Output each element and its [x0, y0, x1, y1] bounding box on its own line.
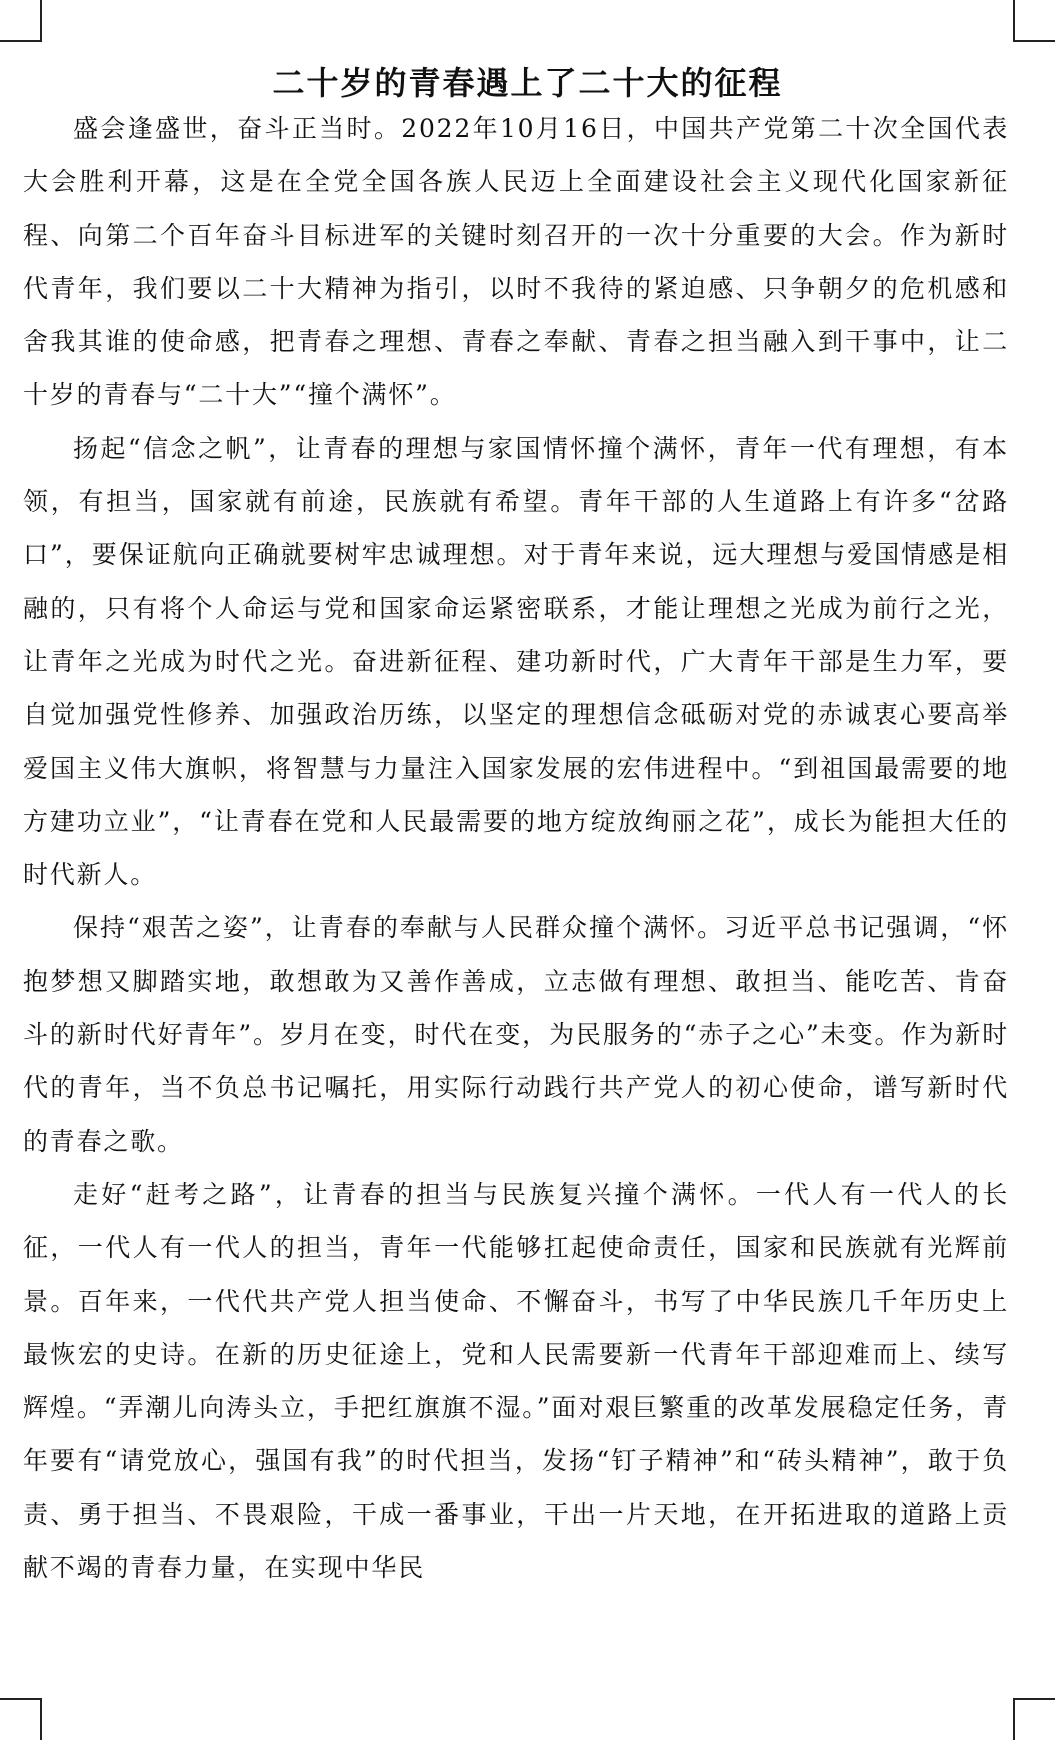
crop-mark-top-left — [0, 0, 42, 42]
crop-mark-top-right — [1013, 0, 1055, 42]
crop-mark-bottom-right — [1013, 1698, 1055, 1740]
crop-mark-bottom-left — [0, 1698, 42, 1740]
paragraph-responsibility: 走好“赶考之路”，让青春的担当与民族复兴撞个满怀。一代人有一代人的长征，一代人有一代人的担当，青年一代能够扛起使命责任，国家和民族就有光辉前景。百年来，一代代共产党人担当使命、不懈奋斗，书写了中华民族几千年历史上最恢宏的史诗。在新的历史征途上，党和人民需要新一代青年干部迎难而上、续写辉煌。“弄潮儿向涛头立，手把红旗旗不湿。”面对艰巨繁重的改革发展稳定任务，青年要有“请党放心，强国有我”的时代担当，发扬“钉子精神”和“砖头精神”，敢于负责、勇于担当、不畏艰险，干成一番事业，干出一片天地，在开拓进取的道路上贡献不竭的青春力量，在实现中华民 — [23, 1179, 1009, 1583]
document-body — [23, 102, 1009, 1594]
paragraph-intro: 盛会逢盛世，奋斗正当时。2022年10月16日，中国共产党第二十次全国代表大会胜利开幕，这是在全党全国各族人民迈上全面建设社会主义现代化国家新征程、向第二个百年奋斗目标进军的关键时刻召开的一次十分重要的大会。作为新时代青年，我们要以二十大精神为指引，以时不我待的紧迫感、只争朝夕的危机感和舍我其谁的使命感，把青春之理想、青春之奉献、青春之担当融入到干事中，让二十岁的青春与“二十大”“撞个满怀”。 — [23, 114, 1009, 410]
paragraph-ideals: 扬起“信念之帆”，让青春的理想与家国情怀撞个满怀，青年一代有理想，有本领，有担当，国家就有前途，民族就有希望。青年干部的人生道路上有许多“岔路口”，要保证航向正确就要树牢忠诚理想。对于青年来说，远大理想与爱国情感是相融的，只有将个人命运与党和国家命运紧密联系，才能让理想之光成为前行之光，让青年之光成为时代之光。奋进新征程、建功新时代，广大青年干部是生力军，要自觉加强党性修养、加强政治历练，以坚定的理想信念砥砺对党的赤诚衷心要高举爱国主义伟大旗帜，将智慧与力量注入国家发展的宏伟进程中。“到祖国最需要的地方建功立业”，“让青春在党和人民最需要的地方绽放绚丽之花”，成长为能担大任的时代新人。 — [23, 433, 1009, 890]
document-title: 二十岁的青春遇上了二十大的征程 — [272, 64, 783, 103]
paragraph-dedication: 保持“艰苦之姿”，让青春的奉献与人民群众撞个满怀。习近平总书记强调，“怀抱梦想又脚踏实地，敢想敢为又善作善成，立志做有理想、敢担当、能吃苦、肯奋斗的新时代好青年”。岁月在变，时代在变，为民服务的“赤子之心”未变。作为新时代的青年，当不负总书记嘱托，用实际行动践行共产党人的初心使命，谱写新时代的青春之歌。 — [23, 913, 1009, 1156]
